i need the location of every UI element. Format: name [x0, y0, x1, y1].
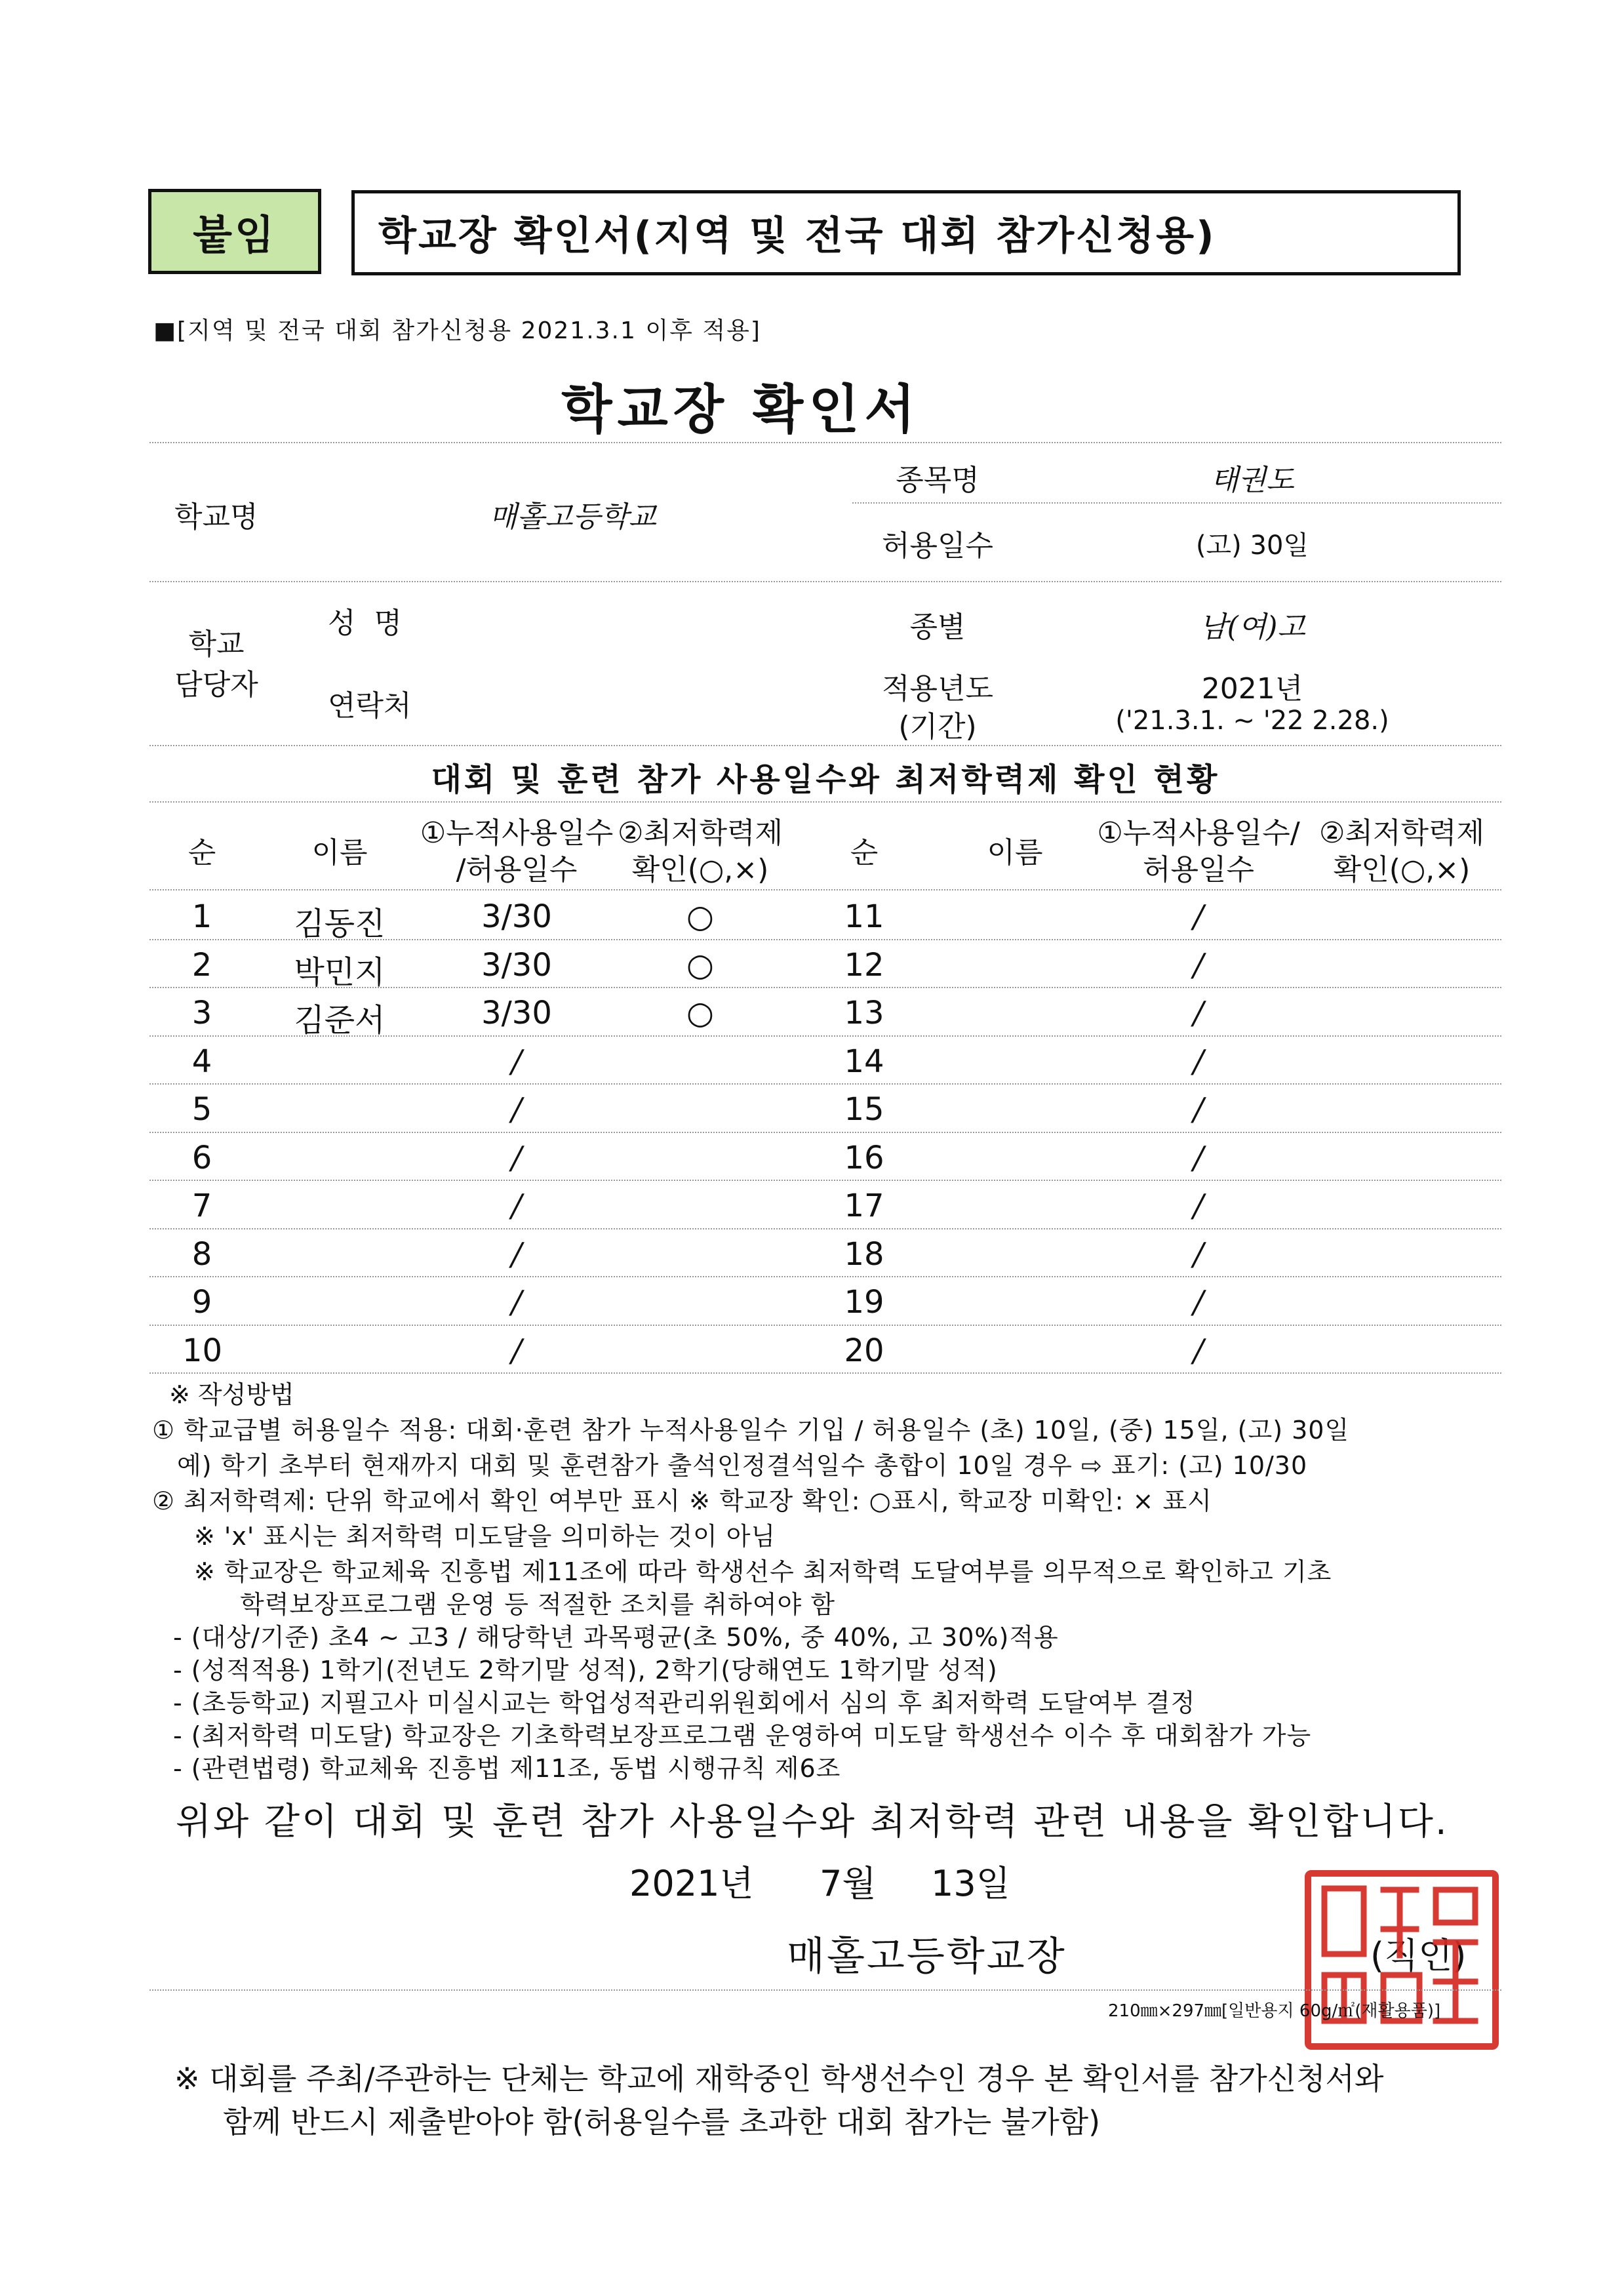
col-name-right: 이름 — [987, 836, 1043, 869]
table-row — [149, 1277, 1501, 1325]
days-used: 3/30 — [481, 946, 552, 984]
row-number: 10 — [182, 1332, 223, 1369]
divider — [149, 889, 1501, 890]
year-value: 2021년 — [1201, 672, 1303, 706]
row-number: 3 — [191, 995, 212, 1031]
days-used-right: / — [1193, 946, 1204, 984]
guide-line: - (성적적용) 1학기(전년도 2학기말 성적), 2학기(당해연도 1학기말 성적) — [173, 1656, 998, 1685]
days-used-right: / — [1193, 1091, 1204, 1128]
academic-check: ○ — [686, 995, 714, 1031]
date-year: 2021년 — [629, 1863, 754, 1904]
col-days-2: /허용일수 — [456, 853, 578, 887]
academic-check: ○ — [686, 946, 714, 984]
col-check-2: 확인(○,×) — [631, 853, 769, 887]
col-days-right: ①누적사용일수/ — [1097, 816, 1300, 850]
col-check-right: ②최저학력제 — [1319, 816, 1484, 850]
row-number: 7 — [191, 1187, 212, 1224]
row-number-right: 15 — [844, 1091, 884, 1128]
table-row — [149, 988, 1501, 1039]
col-days: ①누적사용일수 — [420, 816, 614, 850]
guide-line: ② 최저학력제: 단위 학교에서 확인 여부만 표시 ※ 학교장 확인: ○표시, 학교장 미확인: × 표시 — [152, 1487, 1212, 1515]
document-title: 학교장 확인서 — [561, 379, 921, 440]
col-check: ②최저학력제 — [618, 816, 783, 850]
guide-title: ※ 작성방법 — [169, 1380, 294, 1409]
row-number: 9 — [191, 1284, 212, 1321]
divider — [852, 502, 1501, 504]
student-name: 김준서 — [294, 1002, 386, 1039]
row-number-right: 19 — [844, 1284, 884, 1321]
days-used-right: / — [1193, 1332, 1204, 1369]
guide-line: - (대상/기준) 초4 ~ 고3 / 해당학년 과목평균(초 50%, 중 40%, 고 30%)적용 — [173, 1623, 1059, 1652]
divider — [149, 801, 1501, 803]
row-number: 1 — [191, 898, 212, 935]
table-row — [149, 1181, 1501, 1229]
guide-line: ※ 'x' 표시는 최저학력 미도달을 의미하는 것이 아님 — [194, 1522, 776, 1551]
days-used: / — [511, 1284, 523, 1321]
gender-label: 종별 — [909, 610, 966, 644]
event-value: 태권도 — [1210, 464, 1294, 497]
row-number: 2 — [191, 946, 212, 984]
section-title: 대회 및 훈련 참가 사용일수와 최저학력제 확인 현황 — [431, 761, 1220, 798]
row-number-right: 16 — [844, 1139, 884, 1176]
applicability-note: ■[지역 및 전국 대회 참가신청용 2021.3.1 이후 적용] — [153, 317, 761, 344]
days-used: / — [511, 1139, 523, 1176]
row-number-right: 11 — [844, 898, 884, 935]
divider — [149, 442, 1501, 443]
guide-line: 예) 학기 초부터 현재까지 대회 및 훈련참가 출석인정결석일수 총합이 10일 경우 ⇨ 표기: (고) 10/30 — [177, 1451, 1308, 1480]
divider — [149, 745, 1501, 746]
table-header — [149, 808, 1501, 887]
row-number-right: 12 — [844, 946, 884, 984]
days-used: / — [511, 1043, 523, 1080]
table-row — [149, 892, 1501, 940]
student-name: 김동진 — [294, 906, 386, 942]
days-used-right: / — [1193, 1187, 1204, 1224]
col-no-right: 순 — [850, 836, 879, 869]
table-row — [149, 1229, 1501, 1277]
row-number-right: 13 — [844, 995, 884, 1031]
divider — [149, 1372, 1501, 1374]
days-used-right: / — [1193, 1235, 1204, 1273]
col-check-right-2: 확인(○,×) — [1333, 853, 1471, 887]
days-used: 3/30 — [481, 898, 552, 935]
paper-spec: 210㎜×297㎜[일반용지 60g/㎡(재활용품)] — [1108, 2001, 1441, 2021]
attachment-badge: 붙임 — [148, 189, 321, 274]
days-used-right: / — [1193, 995, 1204, 1031]
manager-label-2: 담당자 — [174, 668, 258, 702]
school-name-value: 매홀고등학교 — [489, 500, 657, 534]
table-row — [149, 1085, 1501, 1132]
table-row — [149, 1037, 1501, 1085]
period-label: (기간) — [898, 710, 977, 744]
row-number: 6 — [191, 1139, 212, 1176]
table-row — [149, 1133, 1501, 1181]
form-title-box: 학교장 확인서(지역 및 전국 대회 참가신청용) — [351, 190, 1461, 275]
student-name: 박민지 — [294, 953, 386, 991]
manager-label: 학교 — [188, 628, 245, 661]
days-used-right: / — [1193, 898, 1204, 935]
year-label: 적용년도 — [881, 672, 993, 706]
divider — [149, 1989, 1501, 1991]
period-value: ('21.3.1. ~ '22 2.28.) — [1115, 706, 1389, 736]
seal-mark: (직인) — [1370, 1935, 1467, 1976]
days-used: / — [511, 1187, 523, 1224]
row-number: 8 — [191, 1235, 212, 1273]
days-used-right: / — [1193, 1139, 1204, 1176]
days-used-right: / — [1193, 1284, 1204, 1321]
guide-line: - (관련법령) 학교체육 진흥법 제11조, 동법 시행규칙 제6조 — [173, 1754, 841, 1783]
event-label: 종목명 — [896, 464, 980, 497]
guide-line: - (초등학교) 지필고사 미실시교는 학업성적관리위원회에서 심의 후 최저학력 도달여부 결정 — [173, 1688, 1196, 1717]
table-row — [149, 940, 1501, 991]
days-used-right: / — [1193, 1043, 1204, 1080]
confirm-statement: 위와 같이 대회 및 훈련 참가 사용일수와 최저학력 관련 내용을 확인합니다. — [176, 1801, 1449, 1843]
col-no: 순 — [188, 836, 216, 869]
academic-check: ○ — [686, 898, 714, 935]
table-row — [149, 1326, 1501, 1374]
name-label: 성 명 — [328, 607, 402, 640]
contact-label: 연락처 — [328, 689, 412, 723]
footer-note-2: 함께 반드시 제출받아야 함(허용일수를 초과한 대회 참가는 불가함) — [223, 2104, 1101, 2140]
days-used: / — [511, 1235, 523, 1273]
days-used: 3/30 — [481, 995, 552, 1031]
row-number-right: 20 — [844, 1332, 884, 1369]
days-used: / — [511, 1091, 523, 1128]
row-number-right: 14 — [844, 1043, 884, 1080]
official-seal — [1305, 1870, 1499, 2050]
row-number: 4 — [191, 1043, 212, 1080]
allowed-days-label: 허용일수 — [881, 529, 993, 563]
col-name: 이름 — [311, 836, 368, 869]
row-number: 5 — [191, 1091, 212, 1128]
allowed-days-value: (고) 30일 — [1195, 530, 1309, 561]
days-used: / — [511, 1332, 523, 1369]
date-month: 7월 — [820, 1863, 877, 1904]
school-name-label: 학교명 — [174, 500, 258, 534]
col-days-right-2: 허용일수 — [1142, 853, 1254, 887]
principal-name: 매홀고등학교장 — [787, 1934, 1067, 1980]
divider — [149, 581, 1501, 582]
guide-line: ① 학교급별 허용일수 적용: 대회·훈련 참가 누적사용일수 기입 / 허용일수 (초) 10일, (중) 15일, (고) 30일 — [152, 1416, 1350, 1445]
guide-line: ※ 학교장은 학교체육 진흥법 제11조에 따라 학생선수 최저학력 도달여부를 의무적으로 확인하고 기초 — [194, 1557, 1332, 1586]
date-day: 13일 — [931, 1863, 1010, 1904]
gender-value: 남(여)고 — [1199, 610, 1305, 644]
guide-line: 학력보장프로그램 운영 등 적절한 조치를 취하여야 함 — [240, 1590, 836, 1619]
row-number-right: 17 — [844, 1187, 884, 1224]
row-number-right: 18 — [844, 1235, 884, 1273]
guide-line: - (최저학력 미도달) 학교장은 기초학력보장프로그램 운영하여 미도달 학생선수 이수 후 대회참가 가능 — [173, 1721, 1312, 1750]
footer-note: ※ 대회를 주최/주관하는 단체는 학교에 재학중인 학생선수인 경우 본 확인서를 참가신청서와 — [174, 2061, 1384, 2096]
